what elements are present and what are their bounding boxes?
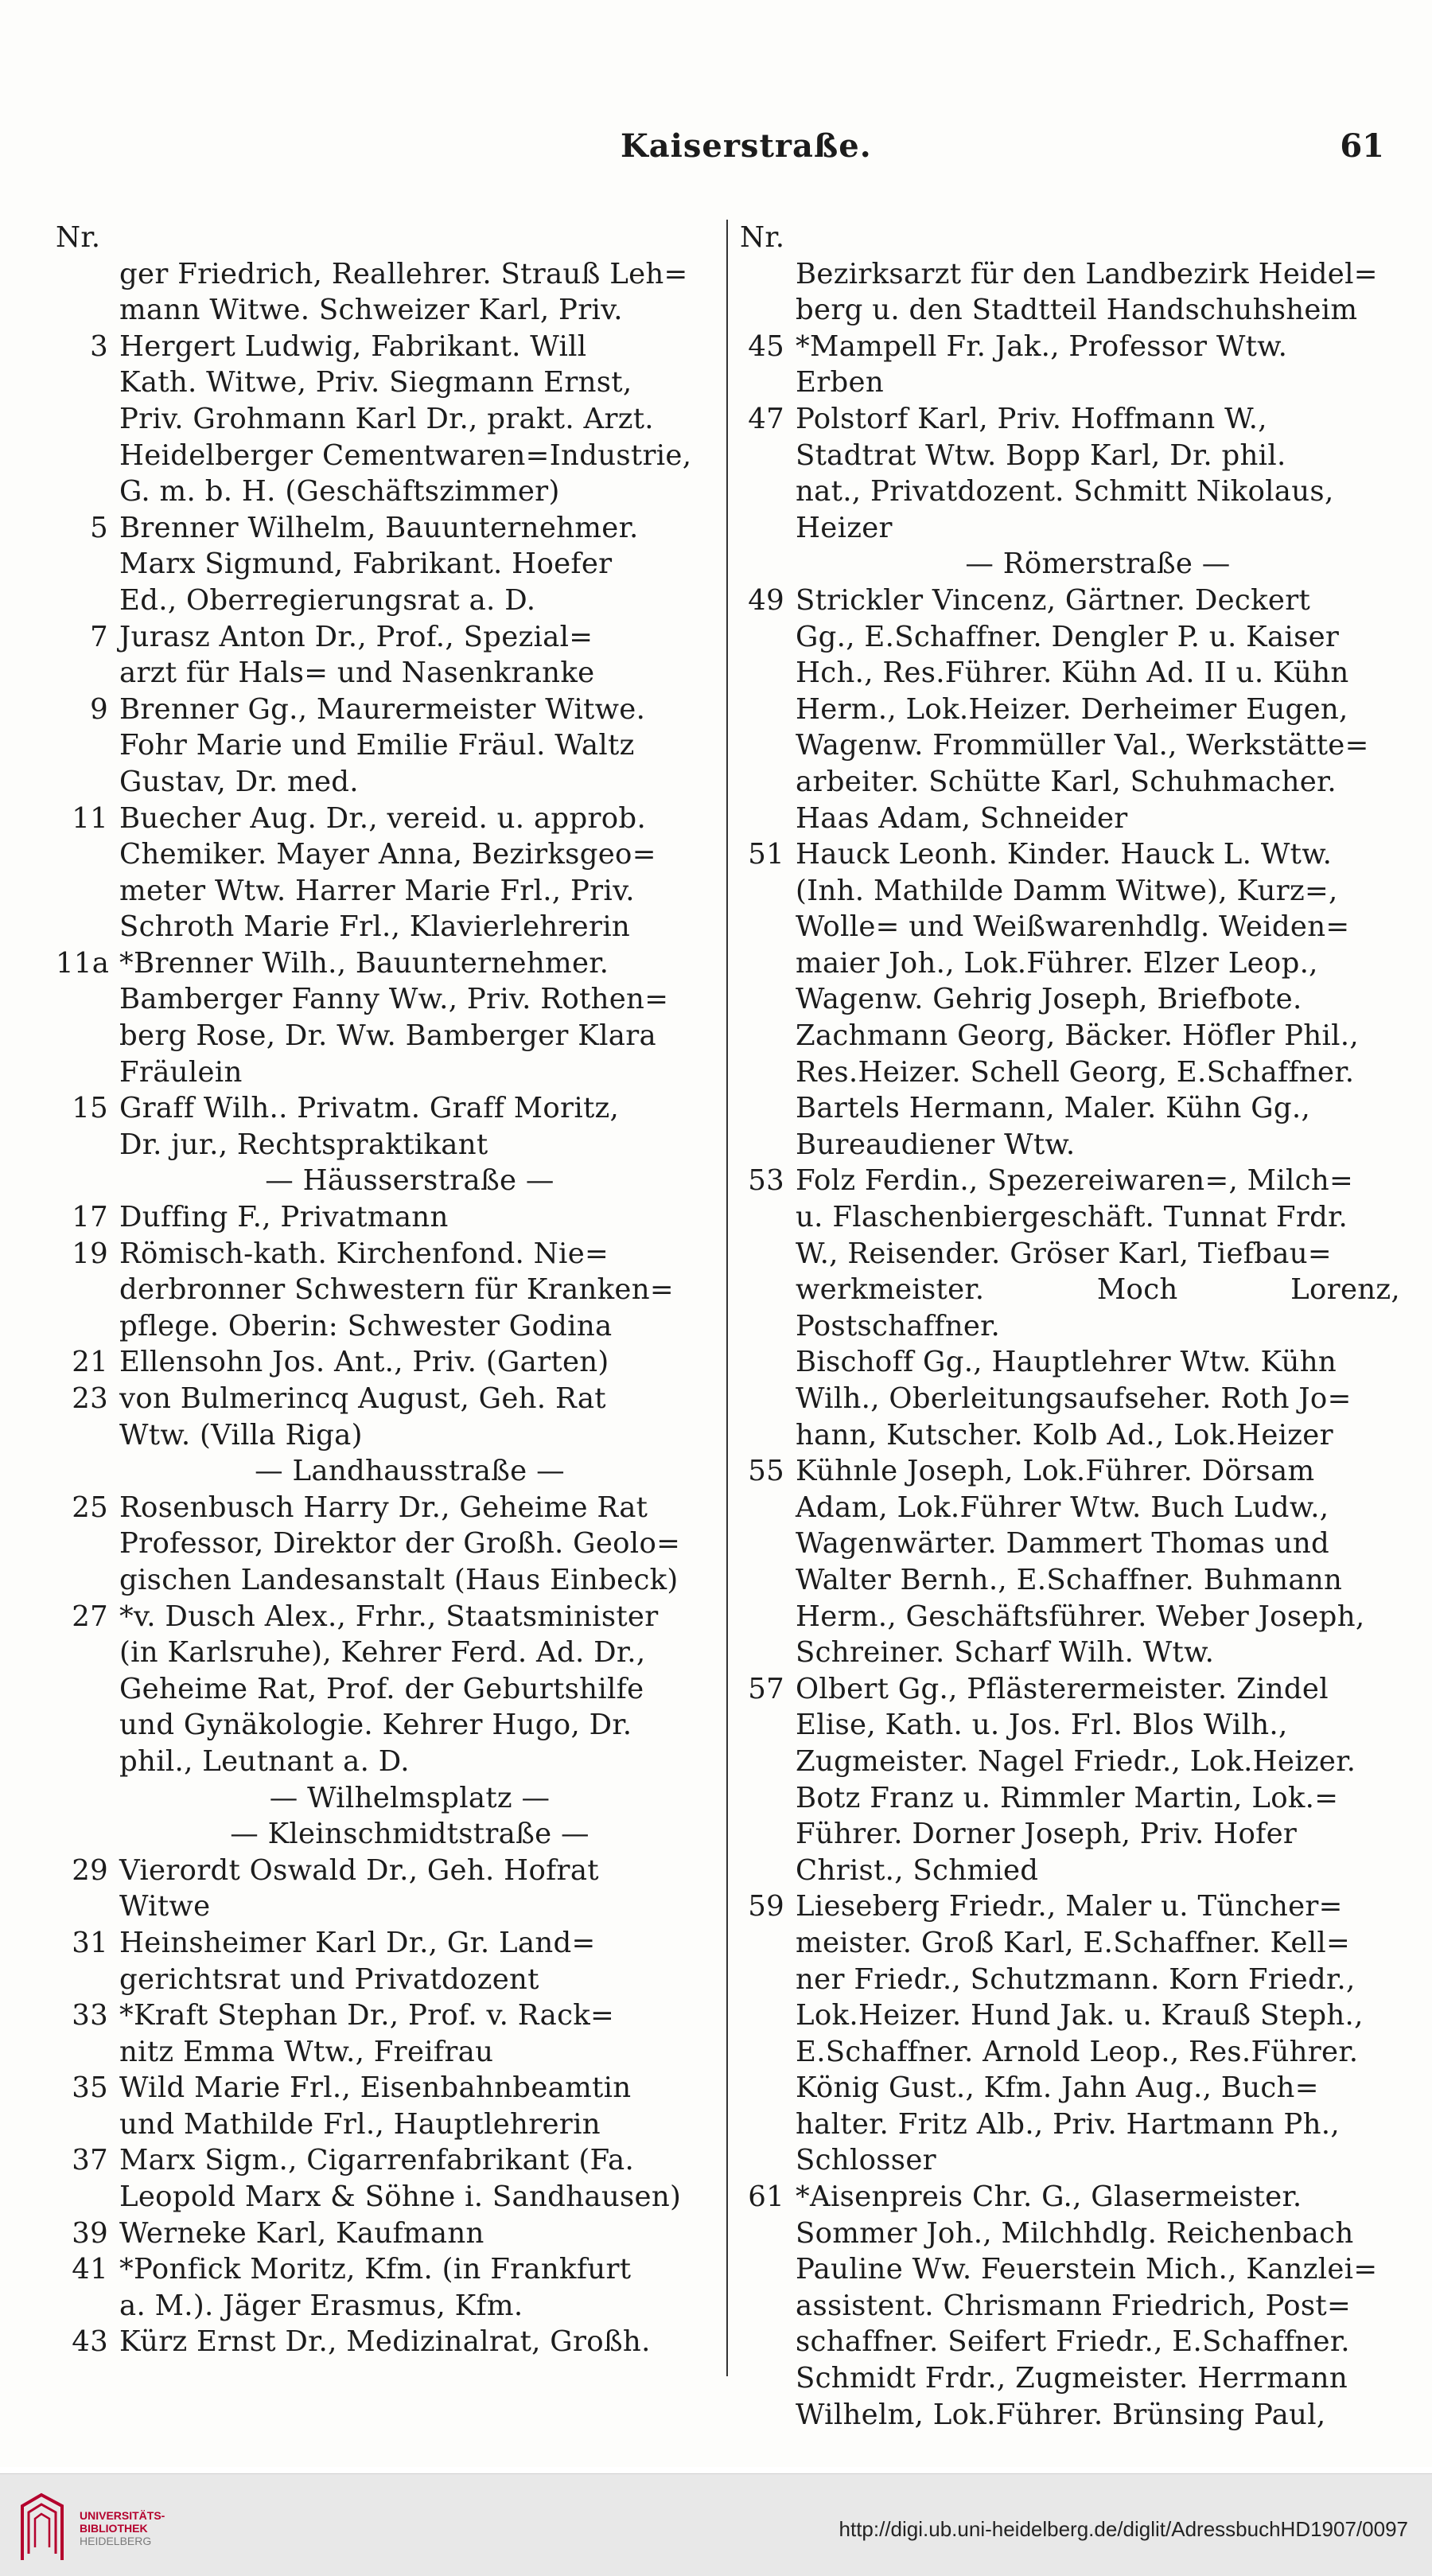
entry-continuation: Elise, Kath. u. Jos. Frl. Blos Wilh.,: [796, 1709, 1288, 1742]
library-name-line: BIBLIOTHEK: [80, 2522, 148, 2535]
entry-continuation: Heidelberger Cementwaren=Industrie,: [119, 438, 692, 472]
directory-entry: [56, 2324, 700, 2360]
entry-continuation: König Gust., Kfm. Jahn Aug., Buch=: [796, 2071, 1319, 2105]
entry-continuation: Fohr Marie und Emilie Fräul. Waltz: [119, 729, 635, 762]
house-number: 47: [748, 402, 784, 435]
entry-text: *Ponfick Moritz, Kfm. (in Frankfurt: [119, 2253, 632, 2286]
nr-column-label: Nr.: [56, 221, 101, 254]
entry-continuation: nat., Privatdozent. Schmitt Nikolaus,: [796, 475, 1334, 509]
entry-text: Buecher Aug. Dr., vereid. u. approb.: [119, 801, 647, 835]
entry-continuation: Professor, Direktor der Großh. Geolo=: [119, 1527, 681, 1561]
directory-entry: [740, 1163, 1400, 1199]
directory-entry: [56, 1853, 700, 1889]
entry-continuation: Leopold Marx & Söhne i. Sandhausen): [119, 2180, 682, 2214]
house-number: 33: [72, 1999, 108, 2032]
entry-continuation: G. m. b. H. (Geschäftszimmer): [119, 475, 560, 509]
entry-continuation: phil., Leutnant a. D.: [119, 1744, 410, 1778]
library-name-line: UNIVERSITÄTS-: [80, 2509, 165, 2522]
entry-continuation: Schmidt Frdr., Zugmeister. Herrmann: [796, 2362, 1348, 2395]
house-number: 23: [72, 1382, 108, 1415]
entry-continuation: Wagenw. Frommüller Val., Werkstätte=: [796, 729, 1369, 762]
entry-continuation: berg u. den Stadtteil Handschuhsheim: [796, 294, 1358, 327]
entry-text: Marx Sigm., Cigarrenfabrikant (Fa.: [119, 2144, 635, 2177]
directory-entry: [56, 1381, 700, 1417]
right-column-lines: [740, 256, 1400, 2434]
entry-continuation: Walter Bernh., E.Schaffner. Buhmann: [796, 1563, 1343, 1596]
entry-continuation: Heizer: [796, 511, 893, 544]
entry-text: *v. Dusch Alex., Frhr., Staatsminister: [119, 1600, 659, 1633]
directory-entry: [740, 2179, 1400, 2216]
entry-continuation: mann Witwe. Schweizer Karl, Priv.: [119, 294, 623, 327]
entry-text: Duffing F., Privatmann: [119, 1201, 449, 1234]
entry-continuation: Wagenwärter. Dammert Thomas und: [796, 1527, 1330, 1561]
entry-text: *Kraft Stephan Dr., Prof. v. Rack=: [119, 1999, 615, 2032]
street-heading: — Wilhelmsplatz —: [269, 1781, 551, 1814]
entry-continuation: halter. Fritz Alb., Priv. Hartmann Ph.,: [796, 2107, 1340, 2141]
entry-text: Ellensohn Jos. Ant., Priv. (Garten): [119, 1346, 609, 1379]
entry-continuation: Kath. Witwe, Priv. Siegmann Ernst,: [119, 366, 632, 399]
entry-text: Kühnle Joseph, Lok.Führer. Dörsam: [796, 1455, 1315, 1488]
entry-text: *Brenner Wilh., Bauunternehmer.: [119, 946, 609, 980]
directory-entry: [56, 945, 700, 982]
entry-continuation: ner Friedr., Schutzmann. Korn Friedr.,: [796, 1962, 1356, 1996]
entry-continuation: maier Joh., Lok.Führer. Elzer Leop.,: [796, 946, 1318, 980]
entry-continuation: und Mathilde Frl., Hauptlehrerin: [119, 2107, 601, 2141]
entry-text: Werneke Karl, Kaufmann: [119, 2216, 484, 2250]
nr-column-label: Nr.: [740, 221, 785, 254]
entry-continuation: Gg., E.Schaffner. Dengler P. u. Kaiser: [796, 620, 1340, 653]
entry-continuation: derbronner Schwestern für Kranken=: [119, 1273, 674, 1307]
entry-text: Folz Ferdin., Spezereiwaren=, Milch=: [796, 1164, 1354, 1198]
entry-continuation: hann, Kutscher. Kolb Ad., Lok.Heizer: [796, 1418, 1333, 1452]
right-column: [740, 220, 1400, 2433]
entry-continuation: Wagenw. Gehrig Joseph, Briefbote.: [796, 983, 1302, 1016]
entry-continuation: Schlosser: [796, 2144, 936, 2177]
entry-continuation: Erben: [796, 366, 884, 399]
left-column-lines: [56, 256, 700, 2360]
entry-continuation: Wolle= und Weißwarenhdlg. Weiden=: [796, 910, 1350, 944]
street-heading: — Kleinschmidtstraße —: [230, 1818, 590, 1851]
house-number: 43: [72, 2325, 108, 2359]
entry-continuation: meister. Groß Karl, E.Schaffner. Kell=: [796, 1926, 1351, 1959]
directory-entry: [56, 1344, 700, 1381]
entry-continuation: Priv. Grohmann Karl Dr., prakt. Arzt.: [119, 402, 654, 435]
entry-continuation: arzt für Hals= und Nasenkranke: [119, 657, 595, 690]
directory-entry: [56, 1090, 700, 1127]
directory-entry: [56, 619, 700, 656]
entry-text: Hauck Leonh. Kinder. Hauck L. Wtw.: [796, 838, 1333, 871]
source-url-link[interactable]: http://digi.ub.uni-heidelberg.de/diglit/AdressbuchHD1907/0097: [839, 2517, 1408, 2541]
entry-text: Kürz Ernst Dr., Medizinalrat, Großh.: [119, 2325, 651, 2359]
street-heading: — Römerstraße —: [965, 548, 1231, 581]
entry-text: Lieseberg Friedr., Maler u. Tüncher=: [796, 1890, 1343, 1923]
entry-text: *Aisenpreis Chr. G., Glasermeister.: [796, 2180, 1302, 2214]
entry-continuation: ger Friedrich, Reallehrer. Strauß Leh=: [119, 257, 688, 290]
entry-continuation: u. Flaschenbiergeschäft. Tunnat Frdr.: [796, 1201, 1348, 1234]
directory-entry: [56, 801, 700, 837]
entry-continuation: Bischoff Gg., Hauptlehrer Wtw. Kühn: [796, 1346, 1337, 1379]
house-number: 59: [748, 1890, 784, 1923]
entry-text: Polstorf Karl, Priv. Hoffmann W.,: [796, 402, 1267, 435]
directory-entry: [56, 1997, 700, 2034]
entry-text: Wild Marie Frl., Eisenbahnbeamtin: [119, 2071, 632, 2105]
library-name: [80, 2509, 165, 2547]
entry-continuation: Adam, Lok.Führer Wtw. Buch Ludw.,: [796, 1491, 1329, 1524]
directory-entry: [56, 1599, 700, 1635]
entry-text: Rosenbusch Harry Dr., Geheime Rat: [119, 1491, 648, 1524]
entry-continuation: assistent. Chrismann Friedrich, Post=: [796, 2289, 1352, 2322]
entry-continuation: (in Karlsruhe), Kehrer Ferd. Ad. Dr.,: [119, 1636, 646, 1670]
library-logo-icon: [18, 2490, 67, 2563]
entry-continuation: (Inh. Mathilde Damm Witwe), Kurz=,: [796, 874, 1338, 907]
house-number: 21: [72, 1346, 108, 1379]
running-head: Kaiserstraße.: [621, 127, 872, 165]
directory-entry: [740, 1453, 1400, 1490]
entry-continuation: Fräulein: [119, 1055, 243, 1089]
house-number: 45: [748, 329, 784, 363]
entry-continuation: Lok.Heizer. Hund Jak. u. Krauß Steph.,: [796, 1999, 1364, 2032]
directory-entry: [740, 329, 1400, 365]
house-number: 37: [72, 2144, 108, 2177]
entry-text: Olbert Gg., Pflästerermeister. Zindel: [796, 1672, 1329, 1705]
entry-continuation: Herm., Lok.Heizer. Derheimer Eugen,: [796, 692, 1348, 726]
house-number: 57: [748, 1672, 784, 1705]
house-number: 11: [72, 801, 108, 835]
house-number: 35: [72, 2071, 108, 2105]
directory-entry: [740, 1888, 1400, 1925]
directory-entry: [740, 583, 1400, 619]
entry-continuation: Botz Franz u. Rimmler Martin, Lok.=: [796, 1781, 1339, 1814]
house-number: 19: [72, 1237, 108, 1270]
entry-continuation: E.Schaffner. Arnold Leop., Res.Führer.: [796, 2035, 1359, 2068]
directory-entry: [740, 836, 1400, 873]
house-number: 11a: [56, 946, 110, 980]
entry-continuation: gerichtsrat und Privatdozent: [119, 1962, 539, 1996]
entry-continuation: W., Reisender. Gröser Karl, Tiefbau=: [796, 1237, 1332, 1270]
directory-entry: [56, 1199, 700, 1236]
entry-text: Hergert Ludwig, Fabrikant. Will: [119, 329, 587, 363]
entry-text: von Bulmerincq August, Geh. Rat: [119, 1382, 606, 1415]
entry-continuation: Zachmann Georg, Bäcker. Höfler Phil.,: [796, 1019, 1359, 1053]
entry-continuation: und Gynäkologie. Kehrer Hugo, Dr.: [119, 1709, 632, 1742]
entry-continuation: schaffner. Seifert Friedr., E.Schaffner.: [796, 2325, 1350, 2359]
entry-text: Brenner Wilhelm, Bauunternehmer.: [119, 511, 639, 544]
entry-text: Graff Wilh.. Privatm. Graff Moritz,: [119, 1092, 620, 1125]
footer-bar: [0, 2473, 1432, 2576]
directory-entry: [56, 2142, 700, 2179]
entry-continuation: Geheime Rat, Prof. der Geburtshilfe: [119, 1672, 644, 1705]
house-number: 27: [72, 1600, 108, 1633]
left-column: [56, 220, 700, 2360]
house-number: 31: [72, 1926, 108, 1959]
entry-text: Brenner Gg., Maurermeister Witwe.: [119, 692, 646, 726]
entry-continuation: Bartels Hermann, Maler. Kühn Gg.,: [796, 1092, 1311, 1125]
house-number: 41: [72, 2253, 108, 2286]
entry-continuation: Zugmeister. Nagel Friedr., Lok.Heizer.: [796, 1744, 1356, 1778]
directory-entry: [56, 2070, 700, 2106]
directory-entry: [56, 2251, 700, 2288]
house-number: 15: [72, 1092, 108, 1125]
entry-continuation: a. M.). Jäger Erasmus, Kfm.: [119, 2289, 523, 2322]
entry-continuation: gischen Landesanstalt (Haus Einbeck): [119, 1563, 679, 1596]
entry-continuation: Res.Heizer. Schell Georg, E.Schaffner.: [796, 1055, 1355, 1089]
house-number: 29: [72, 1853, 108, 1887]
entry-continuation: pflege. Oberin: Schwester Godina: [119, 1309, 613, 1343]
house-number: 5: [90, 511, 108, 544]
house-number: 49: [748, 583, 784, 617]
entry-continuation: Schroth Marie Frl., Klavierlehrerin: [119, 910, 631, 944]
entry-continuation: Wilhelm, Lok.Führer. Brünsing Paul,: [796, 2398, 1326, 2431]
entry-continuation: arbeiter. Schütte Karl, Schuhmacher.: [796, 765, 1337, 798]
entry-continuation: Bureaudiener Wtw.: [796, 1128, 1076, 1161]
entry-continuation: Herm., Geschäftsführer. Weber Joseph,: [796, 1600, 1365, 1633]
house-number: 51: [748, 838, 784, 871]
directory-entry: [740, 401, 1400, 438]
column-divider: [726, 220, 728, 2376]
house-number: 9: [90, 692, 108, 726]
entry-continuation: Pauline Ww. Feuerstein Mich., Kanzlei=: [796, 2253, 1378, 2286]
entry-continuation: Christ., Schmied: [796, 1853, 1039, 1887]
house-number: 7: [90, 620, 108, 653]
directory-entry: [740, 1671, 1400, 1708]
house-number: 61: [748, 2180, 784, 2214]
directory-entry: [56, 1925, 700, 1962]
house-number: 3: [90, 329, 108, 363]
entry-continuation: Haas Adam, Schneider: [796, 801, 1128, 835]
entry-continuation: Gustav, Dr. med.: [119, 765, 359, 798]
entry-continuation: meter Wtw. Harrer Marie Frl., Priv.: [119, 874, 635, 907]
entry-continuation: Bamberger Fanny Ww., Priv. Rothen=: [119, 983, 669, 1016]
entry-continuation: Schreiner. Scharf Wilh. Wtw.: [796, 1636, 1215, 1670]
entry-continuation: berg Rose, Dr. Ww. Bamberger Klara: [119, 1019, 656, 1053]
directory-entry: [56, 510, 700, 547]
entry-text: Jurasz Anton Dr., Prof., Spezial=: [119, 620, 593, 653]
entry-continuation: Wtw. (Villa Riga): [119, 1418, 363, 1452]
entry-continuation: Sommer Joh., Milchhdlg. Reichenbach: [796, 2216, 1354, 2250]
entry-continuation: Wilh., Oberleitungsaufseher. Roth Jo=: [796, 1382, 1352, 1415]
entry-continuation: nitz Emma Wtw., Freifrau: [119, 2035, 494, 2068]
entry-continuation: Chemiker. Mayer Anna, Bezirksgeo=: [119, 838, 656, 871]
entry-text: Heinsheimer Karl Dr., Gr. Land=: [119, 1926, 596, 1959]
house-number: 55: [748, 1455, 784, 1488]
entry-text: Strickler Vincenz, Gärtner. Deckert: [796, 583, 1311, 617]
entry-text: *Mampell Fr. Jak., Professor Wtw.: [796, 329, 1288, 363]
directory-entry: [56, 2216, 700, 2252]
directory-entry: [56, 1490, 700, 1526]
entry-continuation: Witwe: [119, 1890, 211, 1923]
entry-continuation: Stadtrat Wtw. Bopp Karl, Dr. phil.: [796, 438, 1286, 472]
entry-text: Römisch-kath. Kirchenfond. Nie=: [119, 1237, 609, 1270]
entry-continuation: werkmeister. Moch Lorenz, Postschaffner.: [796, 1273, 1400, 1343]
entry-text: Vierordt Oswald Dr., Geh. Hofrat: [119, 1853, 599, 1887]
street-heading: — Häusserstraße —: [265, 1164, 555, 1198]
directory-entry: [56, 1236, 700, 1272]
directory-entry: [56, 329, 700, 365]
house-number: 25: [72, 1491, 108, 1524]
entry-continuation: Hch., Res.Führer. Kühn Ad. II u. Kühn: [796, 657, 1349, 690]
page-number: 61: [1340, 127, 1384, 165]
entry-continuation: Ed., Oberregierungsrat a. D.: [119, 583, 536, 617]
house-number: 53: [748, 1164, 784, 1198]
street-heading: — Landhausstraße —: [255, 1455, 565, 1488]
entry-continuation: Führer. Dorner Joseph, Priv. Hofer: [796, 1818, 1298, 1851]
house-number: 39: [72, 2216, 108, 2250]
house-number: 17: [72, 1201, 108, 1234]
directory-entry: [56, 692, 700, 728]
entry-continuation: Dr. jur., Rechtspraktikant: [119, 1128, 488, 1161]
library-name-line: HEIDELBERG: [80, 2535, 152, 2547]
entry-continuation: Bezirksarzt für den Landbezirk Heidel=: [796, 257, 1378, 290]
entry-continuation: Marx Sigmund, Fabrikant. Hoefer: [119, 548, 613, 581]
